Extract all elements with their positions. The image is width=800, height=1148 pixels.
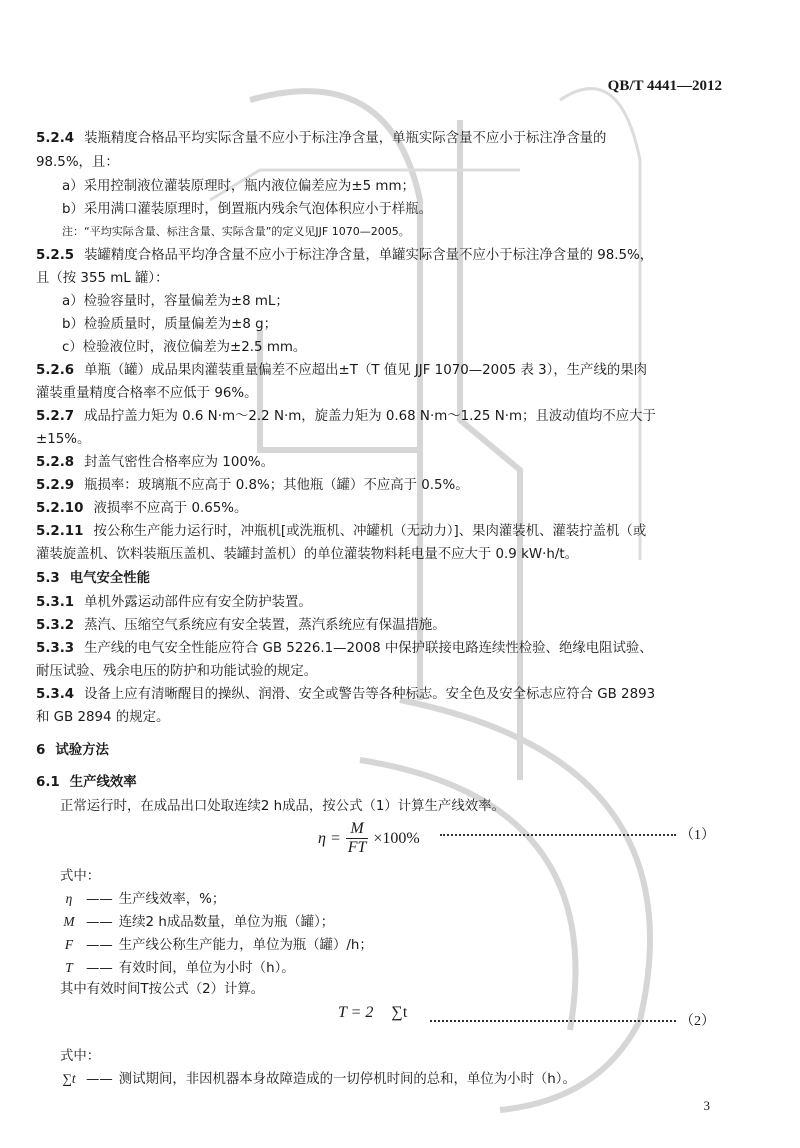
clause-text: 设备上应有清晰醒目的操纵、润滑、安全或警告等各种标志。安全色及安全标志应符合 GB 2893 [84, 687, 656, 702]
clause-5-2-4 [36, 128, 720, 150]
clause-text: 瓶损率：玻璃瓶不应高于 0.8%；其他瓶（罐）不应高于 0.5%。 [84, 478, 469, 493]
clause-5-2-8 [36, 452, 720, 474]
clause-5-2-11-cont: 灌装旋盖机、饮料装瓶压盖机、装罐封盖机）的单位灌装物料耗电量不应大于 0.9 kW·h/t。 [36, 547, 578, 562]
variable-symbol: η [65, 891, 73, 906]
clause-number: 5.3.3 [36, 641, 75, 656]
clause-5-3-1 [36, 592, 720, 614]
variable-definition: ∑t —— 测试期间，非因机器本身故障造成的一切停机时间的总和，单位为小时（h）。 [58, 1068, 698, 1091]
denominator: FT [347, 839, 367, 856]
variable-definition: M —— 连续2 h成品数量，单位为瓶（罐）； [58, 911, 698, 934]
formula-2 [338, 1004, 407, 1022]
clause-number: 5.2.9 [36, 478, 75, 493]
clause-number: 5.2.8 [36, 455, 75, 470]
variable-definition: T —— 有效时间，单位为小时（h）。 [58, 957, 698, 980]
clause-number: 5.2.5 [36, 248, 75, 263]
clause-text: 装瓶精度合格品平均实际含量不应小于标注净含量，单瓶实际含量不应小于标注净含量的 [84, 131, 607, 146]
formula-lhs: T = 2 [338, 1004, 374, 1021]
formula-rhs: ×100% [373, 829, 420, 847]
clause-5-2-5-cont: 且（按 355 mL 罐）： [36, 271, 169, 286]
variable-description: 生产线公称生产能力，单位为瓶（罐）/h； [118, 938, 373, 953]
variable-symbol: T [65, 960, 73, 975]
section-heading-5-3 [36, 568, 720, 590]
section-number: 6 [36, 743, 46, 758]
clause-text: 装罐精度合格品平均净含量不应小于标注净含量，单罐实际含量不应小于标注净含量的 98.5%， [84, 248, 654, 263]
variable-symbol: F [64, 937, 74, 952]
section-title: 生产线效率 [69, 775, 137, 790]
where-label: 式中： [60, 1049, 101, 1064]
variable-description: 有效时间，单位为小时（h）。 [118, 961, 295, 976]
clause-text: 液损率不应高于 0.65%。 [93, 501, 248, 516]
clause-5-2-6 [36, 360, 720, 382]
leader-dots [430, 1020, 676, 1022]
clause-5-3-3-cont: 耐压试验、残余电压的防护和功能试验的规定。 [36, 664, 318, 679]
clause-5-3-4 [36, 684, 720, 706]
variable-description: 测试期间，非因机器本身故障造成的一切停机时间的总和，单位为小时（h）。 [118, 1072, 576, 1087]
formula-sum: ∑t [391, 1004, 408, 1021]
clause-number: 5.2.4 [36, 131, 75, 146]
clause-text: 蒸汽、压缩空气系统应有安全装置，蒸汽系统应有保温措施。 [84, 618, 446, 633]
fraction [344, 820, 371, 857]
standard-code: QB/T 4441—2012 [607, 78, 722, 94]
variable-symbol: M [63, 914, 75, 929]
section-heading-6-1 [36, 772, 720, 794]
clause-number: 5.3.4 [36, 687, 75, 702]
clause-5-3-4-cont: 和 GB 2894 的规定。 [36, 710, 170, 725]
equation-number: （2） [680, 1014, 715, 1029]
section-number: 6.1 [36, 775, 60, 790]
list-item: c）检验液位时，液位偏差为±2.5 mm。 [62, 340, 307, 355]
list-item: a）检验容量时，容量偏差为±8 mL； [62, 294, 289, 309]
paragraph: 其中有效时间T按公式（2）计算。 [60, 982, 265, 997]
clause-5-2-5 [36, 245, 720, 267]
paragraph: 正常运行时，在成品出口处取连续2 h成品，按公式（1）计算生产线效率。 [60, 799, 505, 814]
leader-dots [440, 834, 676, 836]
clause-number: 5.2.11 [36, 524, 84, 539]
variable-definition: F —— 生产线公称生产能力，单位为瓶（罐）/h； [58, 934, 698, 957]
clause-5-2-6-cont: 灌装重量精度合格率不应低于 96%。 [36, 386, 258, 401]
section-title: 试验方法 [55, 743, 109, 758]
clause-number: 5.2.6 [36, 363, 75, 378]
clause-number: 5.3.2 [36, 618, 75, 633]
clause-number: 5.2.7 [36, 409, 75, 424]
clause-text: 封盖气密性合格率应为 100%。 [84, 455, 274, 470]
equation-number: （1） [680, 828, 715, 843]
clause-5-2-7-cont: ±15%。 [36, 432, 91, 447]
clause-number: 5.3.1 [36, 595, 75, 610]
variable-description: 连续2 h成品数量，单位为瓶（罐）； [118, 915, 335, 930]
list-item: b）检验质量时，质量偏差为±8 g； [62, 317, 278, 332]
variable-description: 生产线效率，%； [118, 892, 226, 907]
section-heading-6 [36, 740, 720, 762]
section-title: 电气安全性能 [69, 571, 151, 586]
clause-5-2-10 [36, 498, 720, 520]
clause-text: 单瓶（罐）成品果肉灌装重量偏差不应超出±T（T 值见 JJF 1070—2005 表 3），生产线的果肉 [84, 363, 648, 378]
page-number: 3 [703, 1098, 710, 1113]
clause-5-3-3 [36, 638, 720, 660]
formula-1 [318, 820, 420, 857]
clause-text: 成品拧盖力矩为 0.6 N·m～2.2 N·m，旋盖力矩为 0.68 N·m～1.25 N·m；且波动值均不应大于 [84, 409, 656, 424]
numerator: M [346, 820, 367, 839]
section-number: 5.3 [36, 571, 60, 586]
clause-5-2-4-cont: 98.5%，且： [36, 155, 119, 170]
clause-5-3-2 [36, 615, 720, 637]
list-item: b）采用满口灌装原理时，倒置瓶内残余气泡体积应小于样瓶。 [62, 202, 433, 217]
clause-5-2-11 [36, 521, 720, 543]
clause-text: 按公称生产能力运行时，冲瓶机[或洗瓶机、冲罐机（无动力）]、果肉灌装机、灌装拧盖机（或 [93, 524, 647, 539]
variable-definition: η —— 生产线效率，%； [58, 888, 698, 911]
clause-number: 5.2.10 [36, 501, 84, 516]
clause-5-2-7 [36, 406, 720, 428]
list-item: a）采用控制液位灌装原理时，瓶内液位偏差应为±5 mm； [62, 179, 415, 194]
clause-5-2-9 [36, 475, 720, 497]
clause-text: 生产线的电气安全性能应符合 GB 5226.1—2008 中保护联接电路连续性检验、绝缘电阻试验、 [84, 641, 653, 656]
formula-lhs: η = [318, 829, 341, 847]
clause-text: 单机外露运动部件应有安全防护装置。 [84, 595, 312, 610]
note: 注：“平均实际含量、标注含量、实际含量”的定义见JJF 1070—2005。 [62, 225, 410, 238]
where-label: 式中： [60, 869, 101, 884]
variable-symbol: ∑t [62, 1071, 76, 1086]
